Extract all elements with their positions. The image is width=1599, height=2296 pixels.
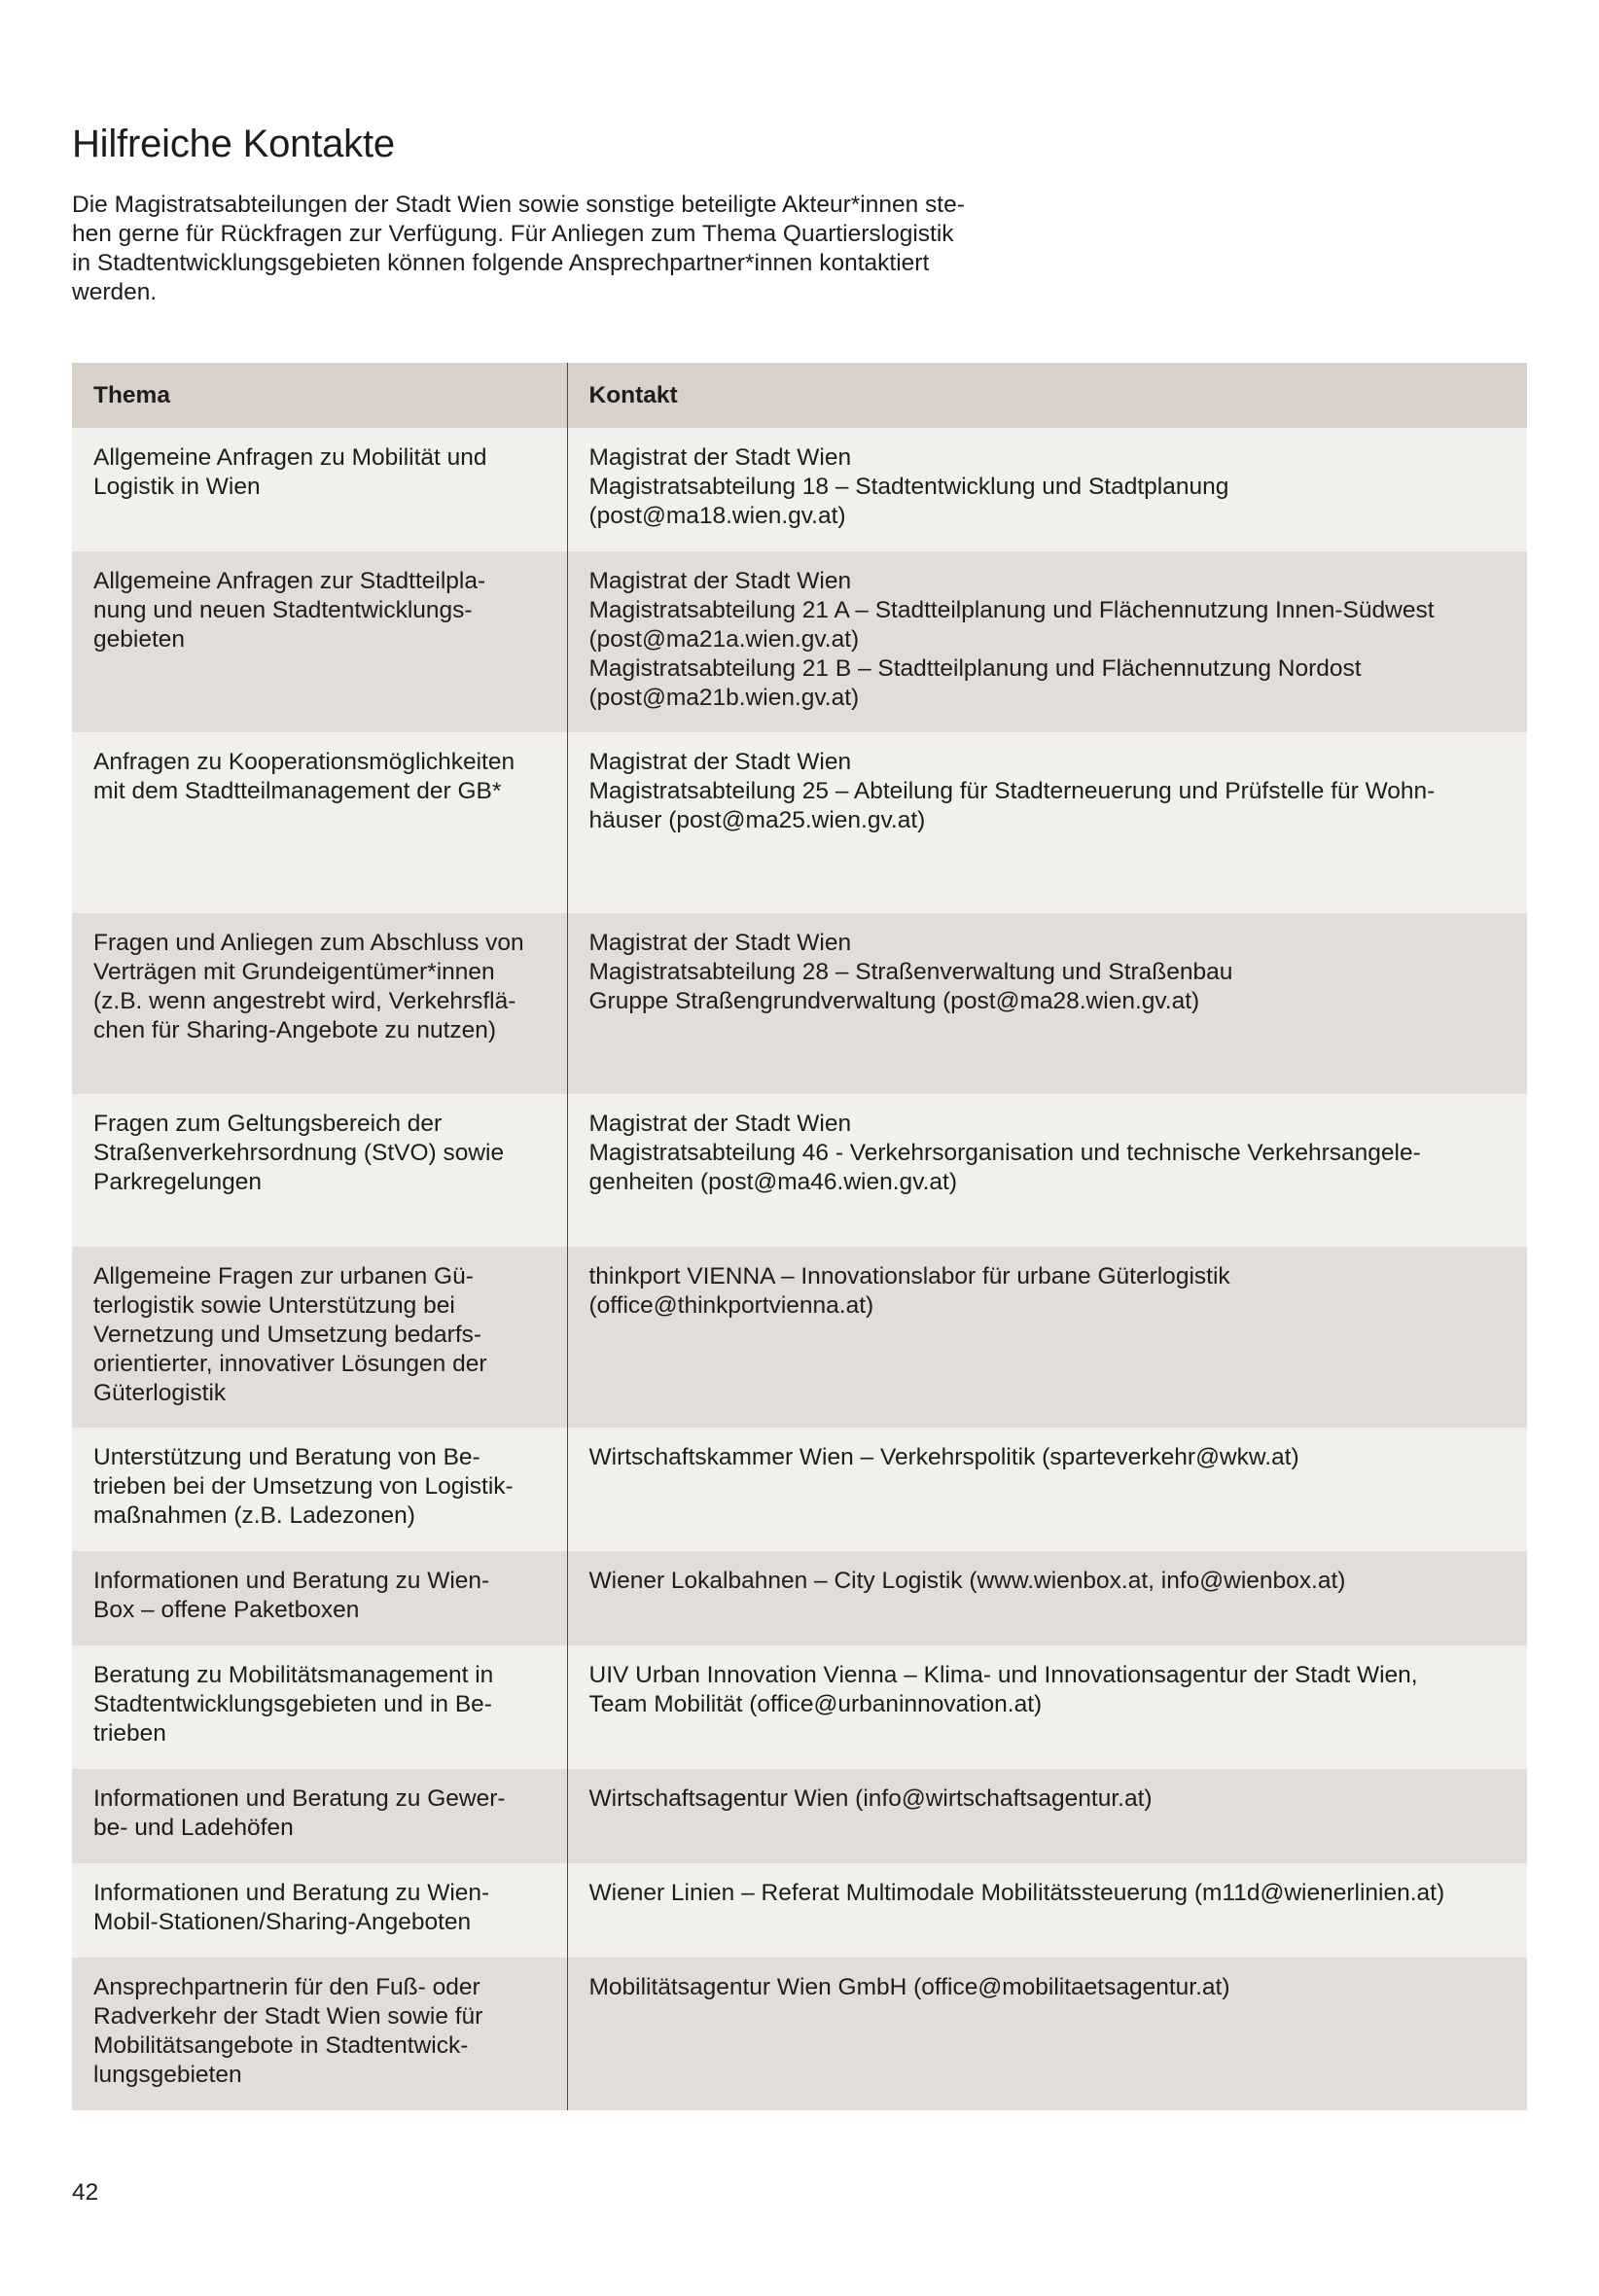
- cell-kontakt: [567, 1247, 1527, 1428]
- cell-thema: [72, 1958, 567, 2110]
- kontakt-line: häuser (post@ma25.wien.gv.at): [588, 807, 926, 833]
- cell-kontakt: [567, 1645, 1527, 1769]
- kontakt-line: Mobilitätsagentur Wien GmbH (office@mobilitaetsagentur.at): [588, 1974, 1230, 2000]
- page-title: Hilfreiche Kontakte: [72, 123, 395, 165]
- thema-line: Informationen und Beratung zu Wien-: [93, 1880, 490, 1906]
- kontakt-line: Magistratsabteilung 46 - Verkehrsorganisation und technische Verkehrsangele-: [588, 1140, 1421, 1166]
- thema-line: Güterlogistik: [93, 1380, 227, 1406]
- intro-line: Die Magistratsabteilungen der Stadt Wien sowie sonstige beteiligte Akteur*innen ste-: [72, 192, 965, 218]
- thema-line: Logistik in Wien: [93, 474, 261, 500]
- kontakt-line: Wiener Lokalbahnen – City Logistik (www.wienbox.at, info@wienbox.at): [588, 1568, 1346, 1594]
- thema-line: Informationen und Beratung zu Gewer-: [93, 1785, 506, 1812]
- cell-kontakt: [567, 1428, 1527, 1551]
- thema-line: Vernetzung und Umsetzung bedarfs-: [93, 1322, 482, 1348]
- table-row: [72, 1428, 1527, 1551]
- kontakt-line: Wiener Linien – Referat Multimodale Mobilitätssteuerung (m11d@wienerlinien.at): [588, 1880, 1445, 1906]
- kontakt-line: genheiten (post@ma46.wien.gv.at): [588, 1169, 958, 1195]
- table-row: [72, 1645, 1527, 1769]
- contacts-table: [72, 363, 1527, 2110]
- cell-thema: [72, 1428, 567, 1551]
- cell-kontakt: [567, 1094, 1527, 1247]
- thema-line: trieben: [93, 1720, 166, 1747]
- thema-line: mit dem Stadtteilmanagement der GB*: [93, 778, 502, 804]
- kontakt-line: Magistratsabteilung 21 B – Stadtteilplanung und Flächennutzung Nordost: [588, 655, 1362, 682]
- thema-line: Unterstützung und Beratung von Be-: [93, 1444, 480, 1470]
- thema-line: Fragen zum Geltungsbereich der: [93, 1111, 443, 1137]
- thema-line: Ansprechpartnerin für den Fuß- oder: [93, 1974, 480, 2000]
- table-row: [72, 428, 1527, 551]
- table-row: [72, 1247, 1527, 1428]
- thema-line: maßnahmen (z.B. Ladezonen): [93, 1502, 415, 1529]
- table-row: [72, 1958, 1527, 2110]
- table-row: [72, 913, 1527, 1094]
- kontakt-line: Team Mobilität (office@urbaninnovation.at): [588, 1691, 1043, 1717]
- kontakt-line: Magistratsabteilung 21 A – Stadtteilplanung und Flächennutzung Innen-Südwest: [588, 597, 1435, 623]
- intro-line: in Stadtentwicklungsgebieten können folgende Ansprechpartner*innen kontaktiert: [72, 250, 930, 276]
- cell-thema: [72, 913, 567, 1094]
- thema-line: Allgemeine Anfragen zur Stadtteilpla-: [93, 568, 486, 594]
- header-thema: Thema: [72, 363, 567, 428]
- header-kontakt: Kontakt: [567, 363, 1527, 428]
- table-row: [72, 1094, 1527, 1247]
- table-row: [72, 551, 1527, 732]
- kontakt-line: UIV Urban Innovation Vienna – Klima- und Innovationsagentur der Stadt Wien,: [588, 1662, 1418, 1688]
- cell-kontakt: [567, 1551, 1527, 1645]
- cell-thema: [72, 1551, 567, 1645]
- thema-line: lungsgebieten: [93, 2062, 242, 2088]
- kontakt-line: Magistrat der Stadt Wien: [588, 930, 852, 956]
- table-row: [72, 732, 1527, 913]
- table-row: [72, 1551, 1527, 1645]
- intro-paragraph: [72, 191, 1045, 307]
- kontakt-line: Magistrat der Stadt Wien: [588, 444, 852, 471]
- cell-kontakt: [567, 1863, 1527, 1958]
- kontakt-line: Gruppe Straßengrundverwaltung (post@ma28.wien.gv.at): [588, 988, 1200, 1014]
- thema-line: Parkregelungen: [93, 1169, 262, 1195]
- thema-line: gebieten: [93, 626, 186, 653]
- table-row: [72, 1769, 1527, 1863]
- thema-line: orientierter, innovativer Lösungen der: [93, 1351, 487, 1377]
- table-body: [72, 428, 1527, 2110]
- cell-thema: [72, 551, 567, 732]
- cell-thema: [72, 1645, 567, 1769]
- cell-thema: [72, 428, 567, 551]
- thema-line: Mobilitätsangebote in Stadtentwick-: [93, 2032, 469, 2059]
- thema-line: Radverkehr der Stadt Wien sowie für: [93, 2003, 483, 2030]
- thema-line: Mobil-Stationen/Sharing-Angeboten: [93, 1909, 472, 1935]
- cell-thema: [72, 1769, 567, 1863]
- thema-line: Straßenverkehrsordnung (StVO) sowie: [93, 1140, 505, 1166]
- kontakt-line: thinkport VIENNA – Innovationslabor für urbane Güterlogistik: [588, 1263, 1230, 1289]
- kontakt-line: Magistratsabteilung 28 – Straßenverwaltung und Straßenbau: [588, 959, 1233, 985]
- kontakt-line: (office@thinkportvienna.at): [588, 1292, 874, 1319]
- thema-line: nung und neuen Stadtentwicklungs-: [93, 597, 473, 623]
- cell-thema: [72, 732, 567, 913]
- page-number: 42: [72, 2179, 99, 2206]
- cell-kontakt: [567, 732, 1527, 913]
- cell-thema: [72, 1247, 567, 1428]
- kontakt-line: (post@ma21a.wien.gv.at): [588, 626, 860, 653]
- kontakt-line: (post@ma18.wien.gv.at): [588, 503, 846, 529]
- thema-line: trieben bei der Umsetzung von Logistik-: [93, 1473, 514, 1500]
- thema-line: Allgemeine Anfragen zu Mobilität und: [93, 444, 487, 471]
- kontakt-line: Magistratsabteilung 25 – Abteilung für Stadterneuerung und Prüfstelle für Wohn-: [588, 778, 1436, 804]
- thema-line: Informationen und Beratung zu Wien-: [93, 1568, 490, 1594]
- thema-line: Verträgen mit Grundeigentümer*innen: [93, 959, 495, 985]
- cell-thema: [72, 1094, 567, 1247]
- table-header-row: [72, 363, 1527, 428]
- thema-line: (z.B. wenn angestrebt wird, Verkehrsflä-: [93, 988, 516, 1014]
- thema-line: Stadtentwicklungsgebieten und in Be-: [93, 1691, 492, 1717]
- thema-line: Anfragen zu Kooperationsmöglichkeiten: [93, 749, 515, 775]
- table-row: [72, 1863, 1527, 1958]
- thema-line: Allgemeine Fragen zur urbanen Gü-: [93, 1263, 474, 1289]
- thema-line: Fragen und Anliegen zum Abschluss von: [93, 930, 524, 956]
- intro-line: werden.: [72, 279, 158, 305]
- intro-line: hen gerne für Rückfragen zur Verfügung. Für Anliegen zum Thema Quartierslogistik: [72, 221, 954, 247]
- cell-thema: [72, 1863, 567, 1958]
- cell-kontakt: [567, 428, 1527, 551]
- kontakt-line: Magistrat der Stadt Wien: [588, 568, 852, 594]
- cell-kontakt: [567, 1958, 1527, 2110]
- kontakt-line: (post@ma21b.wien.gv.at): [588, 685, 860, 711]
- thema-line: Box – offene Paketboxen: [93, 1597, 360, 1623]
- thema-line: chen für Sharing-Angebote zu nutzen): [93, 1017, 497, 1043]
- kontakt-line: Magistrat der Stadt Wien: [588, 749, 852, 775]
- cell-kontakt: [567, 1769, 1527, 1863]
- kontakt-line: Wirtschaftsagentur Wien (info@wirtschaftsagentur.at): [588, 1785, 1153, 1812]
- kontakt-line: Wirtschaftskammer Wien – Verkehrspolitik (sparteverkehr@wkw.at): [588, 1444, 1299, 1470]
- cell-kontakt: [567, 551, 1527, 732]
- kontakt-line: Magistratsabteilung 18 – Stadtentwicklung und Stadtplanung: [588, 474, 1229, 500]
- cell-kontakt: [567, 913, 1527, 1094]
- thema-line: Beratung zu Mobilitätsmanagement in: [93, 1662, 494, 1688]
- thema-line: be- und Ladehöfen: [93, 1815, 294, 1841]
- kontakt-line: Magistrat der Stadt Wien: [588, 1111, 852, 1137]
- thema-line: terlogistik sowie Unterstützung bei: [93, 1292, 455, 1319]
